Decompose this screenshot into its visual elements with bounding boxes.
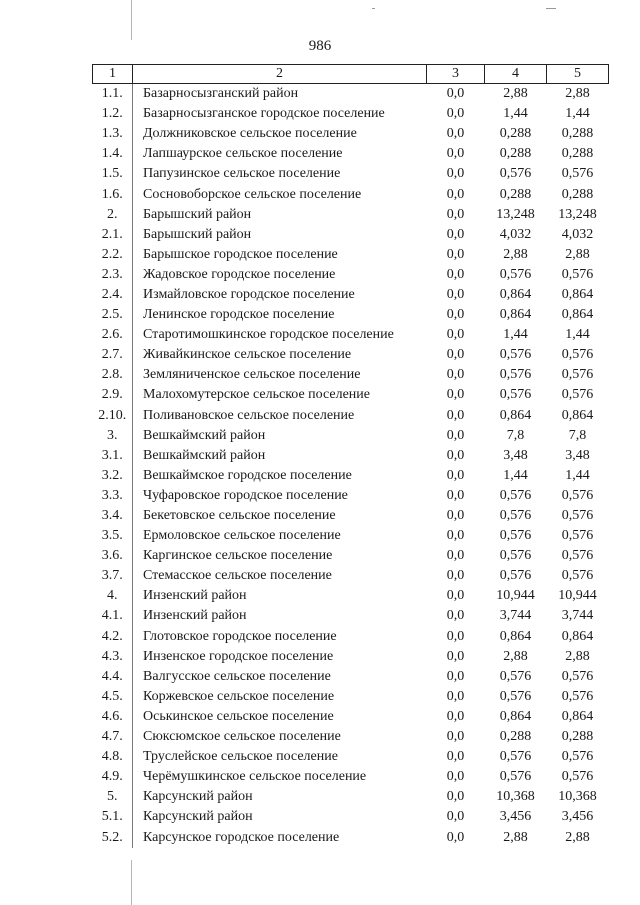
scan-artifact-line bbox=[131, 0, 132, 40]
value-col-5: 2,88 bbox=[565, 86, 590, 102]
municipality-name: Базарносызганский район bbox=[143, 86, 299, 102]
table-row bbox=[93, 325, 609, 345]
value-col-5: 2,88 bbox=[565, 246, 590, 262]
municipality-name: Базарносызганское городское поселение bbox=[143, 106, 385, 122]
value-col-5: 1,44 bbox=[565, 467, 590, 483]
row-number: 2.5. bbox=[93, 305, 133, 325]
value-col-4: 0,864 bbox=[499, 628, 532, 644]
table-row bbox=[93, 627, 609, 647]
value-col-3: 0,0 bbox=[446, 769, 465, 785]
row-number: 3.4. bbox=[93, 506, 133, 526]
table-row bbox=[93, 285, 609, 305]
value-col-3: 0,0 bbox=[446, 729, 465, 745]
table-row bbox=[93, 385, 609, 405]
municipality-name: Барышский район bbox=[143, 226, 252, 242]
municipality-name: Инзенское городское поселение bbox=[143, 648, 334, 664]
scan-artifact-line bbox=[131, 860, 132, 905]
table-row bbox=[93, 406, 609, 426]
row-number: 3.5. bbox=[93, 526, 133, 546]
header-row bbox=[93, 65, 609, 84]
value-col-3: 0,0 bbox=[446, 186, 465, 202]
value-col-3: 0,0 bbox=[446, 809, 465, 825]
row-number: 3.3. bbox=[93, 486, 133, 506]
row-number: 1.5. bbox=[93, 164, 133, 184]
value-col-3: 0,0 bbox=[446, 749, 465, 765]
value-col-5: 0,576 bbox=[561, 347, 594, 363]
value-col-5: 2,88 bbox=[565, 648, 590, 664]
table-row bbox=[93, 365, 609, 385]
value-col-4: 0,576 bbox=[499, 688, 532, 704]
value-col-3: 0,0 bbox=[446, 427, 465, 443]
table-row bbox=[93, 144, 609, 164]
row-number: 2.9. bbox=[93, 385, 133, 405]
value-col-3: 0,0 bbox=[446, 628, 465, 644]
row-number: 4.9. bbox=[93, 767, 133, 787]
value-col-3: 0,0 bbox=[446, 327, 465, 343]
row-number: 4.1. bbox=[93, 606, 133, 626]
value-col-5: 7,8 bbox=[568, 427, 587, 443]
value-col-3: 0,0 bbox=[446, 588, 465, 604]
value-col-4: 0,576 bbox=[499, 508, 532, 524]
value-col-5: 0,576 bbox=[561, 508, 594, 524]
value-col-3: 0,0 bbox=[446, 688, 465, 704]
row-number: 2.6. bbox=[93, 325, 133, 345]
value-col-5: 3,744 bbox=[561, 608, 594, 624]
row-number: 4.5. bbox=[93, 687, 133, 707]
value-col-5: 0,576 bbox=[561, 749, 594, 765]
value-col-5: 1,44 bbox=[565, 106, 590, 122]
allocation-table bbox=[92, 64, 609, 848]
row-number: 3. bbox=[93, 426, 133, 446]
row-number: 4.6. bbox=[93, 707, 133, 727]
row-number: 2.10. bbox=[93, 406, 133, 426]
value-col-3: 0,0 bbox=[446, 387, 465, 403]
municipality-name: Сюксюмское сельское поселение bbox=[143, 729, 341, 745]
table-row bbox=[93, 807, 609, 827]
value-col-5: 0,576 bbox=[561, 166, 594, 182]
value-col-5: 0,576 bbox=[561, 568, 594, 584]
header-col-2: 2 bbox=[133, 65, 427, 84]
table-row bbox=[93, 265, 609, 285]
municipality-name: Ермоловское сельское поселение bbox=[143, 528, 341, 544]
municipality-name: Измайловское городское поселение bbox=[143, 286, 355, 302]
value-col-3: 0,0 bbox=[446, 367, 465, 383]
header-col-5: 5 bbox=[547, 65, 609, 84]
table-row bbox=[93, 586, 609, 606]
municipality-name: Вешкаймское городское поселение bbox=[143, 467, 352, 483]
value-col-3: 0,0 bbox=[446, 548, 465, 564]
page-number: 986 bbox=[308, 38, 332, 54]
row-number: 1.6. bbox=[93, 184, 133, 204]
value-col-3: 0,0 bbox=[446, 789, 465, 805]
table-row bbox=[93, 687, 609, 707]
value-col-4: 0,576 bbox=[499, 749, 532, 765]
value-col-5: 0,576 bbox=[561, 528, 594, 544]
municipality-name: Стемасское сельское поселение bbox=[143, 568, 332, 584]
value-col-5: 0,576 bbox=[561, 387, 594, 403]
value-col-3: 0,0 bbox=[446, 146, 465, 162]
table-row bbox=[93, 486, 609, 506]
row-number: 4.4. bbox=[93, 667, 133, 687]
value-col-4: 2,88 bbox=[503, 86, 528, 102]
municipality-name: Жадовское городское поселение bbox=[143, 266, 336, 282]
municipality-name: Труслейское сельское поселение bbox=[143, 749, 338, 765]
municipality-name: Лапшаурское сельское поселение bbox=[143, 146, 343, 162]
row-number: 3.7. bbox=[93, 566, 133, 586]
value-col-4: 0,576 bbox=[499, 266, 532, 282]
value-col-5: 10,944 bbox=[558, 588, 597, 604]
value-col-4: 0,864 bbox=[499, 708, 532, 724]
value-col-4: 0,864 bbox=[499, 307, 532, 323]
row-number: 2.2. bbox=[93, 245, 133, 265]
value-col-5: 0,864 bbox=[561, 708, 594, 724]
municipality-name: Карсунское городское поселение bbox=[143, 829, 340, 845]
table-row bbox=[93, 667, 609, 687]
table-row bbox=[93, 104, 609, 124]
value-col-4: 0,864 bbox=[499, 407, 532, 423]
municipality-name: Инзенский район bbox=[143, 588, 247, 604]
row-number: 4.3. bbox=[93, 647, 133, 667]
value-col-5: 0,576 bbox=[561, 548, 594, 564]
table-row bbox=[93, 184, 609, 204]
municipality-name: Старотимошкинское городское поселение bbox=[143, 327, 394, 343]
value-col-5: 0,576 bbox=[561, 487, 594, 503]
municipality-name: Барышский район bbox=[143, 206, 252, 222]
row-number: 3.6. bbox=[93, 546, 133, 566]
value-col-5: 10,368 bbox=[558, 789, 597, 805]
table-row bbox=[93, 345, 609, 365]
value-col-3: 0,0 bbox=[446, 708, 465, 724]
municipality-name: Инзенский район bbox=[143, 608, 247, 624]
row-number: 2. bbox=[93, 205, 133, 225]
value-col-4: 0,576 bbox=[499, 166, 532, 182]
value-col-4: 0,288 bbox=[499, 146, 532, 162]
municipality-name: Коржевское сельское поселение bbox=[143, 688, 335, 704]
value-col-3: 0,0 bbox=[446, 86, 465, 102]
value-col-5: 3,456 bbox=[561, 809, 594, 825]
value-col-3: 0,0 bbox=[446, 648, 465, 664]
value-col-4: 10,944 bbox=[496, 588, 535, 604]
value-col-4: 0,288 bbox=[499, 186, 532, 202]
table-row bbox=[93, 205, 609, 225]
value-col-5: 0,288 bbox=[561, 146, 594, 162]
municipality-name: Земляниченское сельское поселение bbox=[143, 367, 361, 383]
table-row bbox=[93, 747, 609, 767]
municipality-name: Бекетовское сельское поселение bbox=[143, 508, 336, 524]
value-col-3: 0,0 bbox=[446, 226, 465, 242]
value-col-4: 0,576 bbox=[499, 668, 532, 684]
row-number: 2.7. bbox=[93, 345, 133, 365]
header-col-4: 4 bbox=[485, 65, 547, 84]
value-col-5: 0,576 bbox=[561, 769, 594, 785]
value-col-3: 0,0 bbox=[446, 347, 465, 363]
table-row bbox=[93, 827, 609, 847]
value-col-5: 0,288 bbox=[561, 729, 594, 745]
value-col-5: 0,576 bbox=[561, 367, 594, 383]
value-col-4: 0,288 bbox=[499, 126, 532, 142]
municipality-name: Валгусское сельское поселение bbox=[143, 668, 331, 684]
value-col-4: 0,576 bbox=[499, 367, 532, 383]
municipality-name: Малохомутерское сельское поселение bbox=[143, 387, 371, 403]
row-number: 2.3. bbox=[93, 265, 133, 285]
row-number: 5.2. bbox=[93, 827, 133, 847]
row-number: 4.7. bbox=[93, 727, 133, 747]
municipality-name: Сосновоборское сельское поселение bbox=[143, 186, 362, 202]
row-number: 2.1. bbox=[93, 225, 133, 245]
municipality-name: Поливановское сельское поселение bbox=[143, 407, 355, 423]
municipality-name: Каргинское сельское поселение bbox=[143, 548, 333, 564]
row-number: 3.1. bbox=[93, 446, 133, 466]
value-col-3: 0,0 bbox=[446, 166, 465, 182]
value-col-3: 0,0 bbox=[446, 668, 465, 684]
value-col-4: 1,44 bbox=[503, 106, 528, 122]
value-col-3: 0,0 bbox=[446, 307, 465, 323]
table-row bbox=[93, 787, 609, 807]
value-col-4: 2,88 bbox=[503, 829, 528, 845]
table-row bbox=[93, 647, 609, 667]
row-number: 4. bbox=[93, 586, 133, 606]
table-row bbox=[93, 426, 609, 446]
value-col-3: 0,0 bbox=[446, 246, 465, 262]
value-col-3: 0,0 bbox=[446, 266, 465, 282]
value-col-4: 2,88 bbox=[503, 648, 528, 664]
value-col-3: 0,0 bbox=[446, 126, 465, 142]
table-row bbox=[93, 305, 609, 325]
value-col-5: 0,288 bbox=[561, 186, 594, 202]
value-col-3: 0,0 bbox=[446, 407, 465, 423]
municipality-name: Ленинское городское поселение bbox=[143, 307, 335, 323]
value-col-5: 0,576 bbox=[561, 266, 594, 282]
value-col-5: 4,032 bbox=[561, 226, 594, 242]
value-col-4: 0,576 bbox=[499, 548, 532, 564]
value-col-3: 0,0 bbox=[446, 286, 465, 302]
municipality-name: Черёмушкинское сельское поселение bbox=[143, 769, 367, 785]
value-col-3: 0,0 bbox=[446, 487, 465, 503]
row-number: 4.2. bbox=[93, 627, 133, 647]
row-number: 5.1. bbox=[93, 807, 133, 827]
value-col-4: 3,456 bbox=[499, 809, 532, 825]
value-col-4: 13,248 bbox=[496, 206, 535, 222]
header-col-3: 3 bbox=[427, 65, 485, 84]
table-row bbox=[93, 225, 609, 245]
table-row bbox=[93, 164, 609, 184]
municipality-name: Должниковское сельское поселение bbox=[143, 126, 357, 142]
value-col-5: 0,864 bbox=[561, 286, 594, 302]
row-number: 5. bbox=[93, 787, 133, 807]
value-col-5: 0,864 bbox=[561, 628, 594, 644]
municipality-name: Вешкаймский район bbox=[143, 427, 266, 443]
row-number: 1.1. bbox=[93, 84, 133, 105]
value-col-3: 0,0 bbox=[446, 467, 465, 483]
table-row bbox=[93, 466, 609, 486]
value-col-5: 0,576 bbox=[561, 688, 594, 704]
value-col-4: 0,576 bbox=[499, 347, 532, 363]
header-col-1: 1 bbox=[93, 65, 133, 84]
value-col-4: 3,48 bbox=[503, 447, 528, 463]
value-col-5: 3,48 bbox=[565, 447, 590, 463]
value-col-4: 1,44 bbox=[503, 467, 528, 483]
value-col-5: 0,576 bbox=[561, 668, 594, 684]
table-row bbox=[93, 526, 609, 546]
value-col-4: 3,744 bbox=[499, 608, 532, 624]
municipality-name: Вешкаймский район bbox=[143, 447, 266, 463]
value-col-4: 0,576 bbox=[499, 528, 532, 544]
value-col-4: 0,576 bbox=[499, 387, 532, 403]
value-col-4: 0,576 bbox=[499, 568, 532, 584]
table-row bbox=[93, 566, 609, 586]
table-row bbox=[93, 546, 609, 566]
value-col-4: 0,576 bbox=[499, 487, 532, 503]
table-row bbox=[93, 446, 609, 466]
value-col-5: 1,44 bbox=[565, 327, 590, 343]
value-col-4: 0,288 bbox=[499, 729, 532, 745]
row-number: 3.2. bbox=[93, 466, 133, 486]
table-row bbox=[93, 727, 609, 747]
value-col-3: 0,0 bbox=[446, 206, 465, 222]
row-number: 1.3. bbox=[93, 124, 133, 144]
value-col-5: 2,88 bbox=[565, 829, 590, 845]
value-col-5: 0,288 bbox=[561, 126, 594, 142]
value-col-3: 0,0 bbox=[446, 447, 465, 463]
municipality-name: Карсунский район bbox=[143, 789, 253, 805]
value-col-4: 0,576 bbox=[499, 769, 532, 785]
value-col-3: 0,0 bbox=[446, 528, 465, 544]
value-col-3: 0,0 bbox=[446, 829, 465, 845]
municipality-name: Чуфаровское городское поселение bbox=[143, 487, 348, 503]
value-col-3: 0,0 bbox=[446, 508, 465, 524]
value-col-4: 10,368 bbox=[496, 789, 535, 805]
value-col-5: 13,248 bbox=[558, 206, 597, 222]
table-row bbox=[93, 84, 609, 105]
municipality-name: Глотовское городское поселение bbox=[143, 628, 337, 644]
scan-speck bbox=[372, 8, 375, 9]
value-col-4: 4,032 bbox=[499, 226, 532, 242]
value-col-5: 0,864 bbox=[561, 307, 594, 323]
value-col-5: 0,864 bbox=[561, 407, 594, 423]
municipality-name: Оськинское сельское поселение bbox=[143, 708, 334, 724]
table-row bbox=[93, 606, 609, 626]
table-row bbox=[93, 124, 609, 144]
value-col-4: 2,88 bbox=[503, 246, 528, 262]
row-number: 1.2. bbox=[93, 104, 133, 124]
row-number: 2.8. bbox=[93, 365, 133, 385]
value-col-3: 0,0 bbox=[446, 608, 465, 624]
row-number: 4.8. bbox=[93, 747, 133, 767]
table-header bbox=[93, 65, 609, 84]
value-col-3: 0,0 bbox=[446, 568, 465, 584]
allocation-table-container bbox=[92, 64, 608, 848]
municipality-name: Живайкинское сельское поселение bbox=[143, 347, 352, 363]
table-row bbox=[93, 767, 609, 787]
row-number: 1.4. bbox=[93, 144, 133, 164]
table-row bbox=[93, 707, 609, 727]
row-number: 2.4. bbox=[93, 285, 133, 305]
value-col-4: 1,44 bbox=[503, 327, 528, 343]
table-row bbox=[93, 506, 609, 526]
municipality-name: Папузинское сельское поселение bbox=[143, 166, 341, 182]
table-row bbox=[93, 245, 609, 265]
municipality-name: Карсунский район bbox=[143, 809, 253, 825]
value-col-4: 0,864 bbox=[499, 286, 532, 302]
value-col-4: 7,8 bbox=[506, 427, 525, 443]
table-body bbox=[93, 84, 609, 848]
value-col-3: 0,0 bbox=[446, 106, 465, 122]
scan-speck bbox=[546, 8, 556, 9]
municipality-name: Барышское городское поселение bbox=[143, 246, 338, 262]
